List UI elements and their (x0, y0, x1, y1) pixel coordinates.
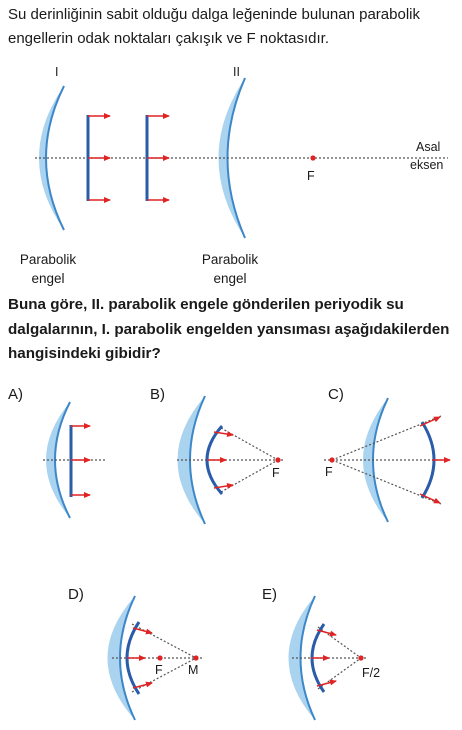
barrier-i-caption-line2: engel (31, 271, 65, 286)
option-d-diagram (108, 596, 203, 720)
option-d-center-label: M (188, 663, 199, 677)
barrier-ii-caption (192, 250, 268, 288)
option-a-label[interactable]: A) (8, 386, 23, 403)
focus-label: F (307, 169, 315, 183)
barrier-ii-caption-line2: engel (213, 271, 247, 286)
option-b-diagram (177, 396, 285, 524)
incident-wavefront (88, 115, 110, 201)
option-a-diagram (43, 402, 106, 518)
question-text: Buna göre, II. parabolik engele gönderilen periyodik su dalgalarının, I. parabolik engelden yansıması aşağıdakilerden hangisindeki gibidir? (8, 296, 450, 362)
axis-label-line2: eksen (410, 158, 444, 172)
incident-wavefront (147, 115, 169, 201)
intro-text: Su derinliğinin sabit olduğu dalga leğeninde bulunan parabolik engellerin odak noktaları çakışık ve F noktasıdır. (8, 6, 420, 47)
option-e-point-label: F/2 (362, 666, 381, 680)
option-c-label[interactable]: C) (328, 386, 344, 403)
barrier-i-caption-line1: Parabolik (19, 252, 77, 267)
option-c-diagram (324, 398, 450, 522)
top-figure (35, 65, 448, 238)
focus-point (310, 155, 315, 160)
option-d-label[interactable]: D) (68, 586, 84, 603)
barrier-ii-caption-line1: Parabolik (201, 252, 259, 267)
option-e-label[interactable]: E) (262, 586, 277, 603)
barrier-i-label: I (55, 65, 59, 79)
option-e-diagram (289, 596, 381, 720)
option-d-focus-label: F (155, 663, 163, 677)
option-b-label[interactable]: B) (150, 386, 165, 403)
option-c-focus-label: F (325, 465, 333, 479)
barrier-ii-label: II (233, 65, 240, 79)
axis-label-line1: Asal (416, 140, 441, 154)
barrier-i-caption (10, 250, 86, 288)
option-b-focus-label: F (272, 466, 280, 480)
